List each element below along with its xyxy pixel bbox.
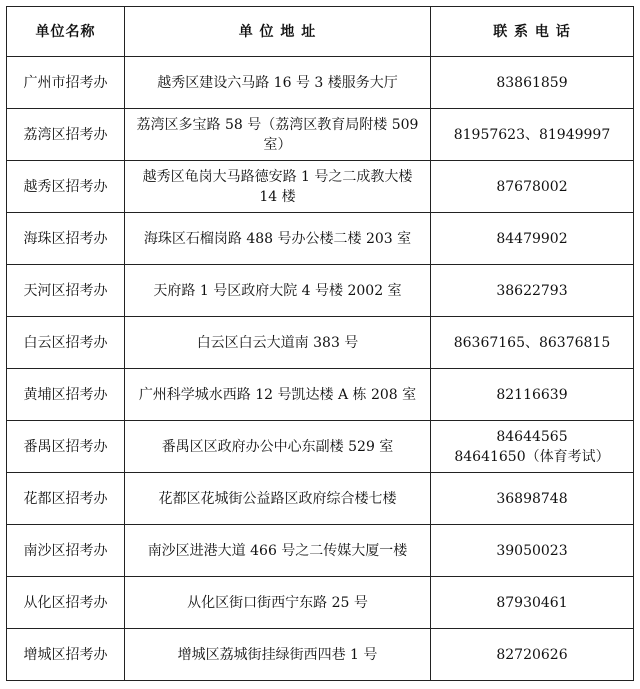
table-row — [7, 161, 634, 213]
table-row — [7, 57, 634, 109]
table-row — [7, 317, 634, 369]
address-cell: 天府路 1 号区政府大院 4 号楼 2002 室 — [125, 265, 431, 317]
contact-table-container — [6, 6, 634, 681]
table-row — [7, 421, 634, 473]
unit-cell: 越秀区招考办 — [7, 161, 125, 213]
table-row — [7, 369, 634, 421]
phone-cell: 36898748 — [431, 473, 634, 525]
phone-cell: 39050023 — [431, 525, 634, 577]
unit-cell: 花都区招考办 — [7, 473, 125, 525]
phone-cell: 87678002 — [431, 161, 634, 213]
table-row — [7, 629, 634, 681]
address-cell: 增城区荔城街挂绿街西四巷 1 号 — [125, 629, 431, 681]
unit-cell: 白云区招考办 — [7, 317, 125, 369]
table-row — [7, 525, 634, 577]
header-address: 单 位 地 址 — [125, 7, 431, 57]
phone-cell — [431, 421, 634, 473]
table-row — [7, 213, 634, 265]
unit-cell: 广州市招考办 — [7, 57, 125, 109]
contact-table — [6, 6, 634, 681]
table-row — [7, 109, 634, 161]
address-cell: 白云区白云大道南 383 号 — [125, 317, 431, 369]
phone-line-2: 84641650（体育考试） — [454, 448, 610, 465]
table-header-row — [7, 7, 634, 57]
phone-cell: 38622793 — [431, 265, 634, 317]
header-unit: 单位名称 — [7, 7, 125, 57]
unit-cell: 南沙区招考办 — [7, 525, 125, 577]
header-phone: 联 系 电 话 — [431, 7, 634, 57]
address-cell: 番禺区区政府办公中心东副楼 529 室 — [125, 421, 431, 473]
unit-cell: 天河区招考办 — [7, 265, 125, 317]
phone-cell: 82116639 — [431, 369, 634, 421]
phone-cell: 82720626 — [431, 629, 634, 681]
address-cell: 南沙区进港大道 466 号之二传媒大厦一楼 — [125, 525, 431, 577]
address-cell: 越秀区龟岗大马路德安路 1 号之二成教大楼 14 楼 — [125, 161, 431, 213]
address-cell: 荔湾区多宝路 58 号（荔湾区教育局附楼 509 室） — [125, 109, 431, 161]
unit-cell: 从化区招考办 — [7, 577, 125, 629]
unit-cell: 增城区招考办 — [7, 629, 125, 681]
phone-cell: 86367165、86376815 — [431, 317, 634, 369]
unit-cell: 海珠区招考办 — [7, 213, 125, 265]
phone-cell: 83861859 — [431, 57, 634, 109]
address-cell: 从化区街口街西宁东路 25 号 — [125, 577, 431, 629]
table-row — [7, 577, 634, 629]
phone-cell: 84479902 — [431, 213, 634, 265]
phone-line-1: 84644565 — [496, 428, 568, 445]
table-row — [7, 265, 634, 317]
unit-cell: 黄埔区招考办 — [7, 369, 125, 421]
address-cell: 广州科学城水西路 12 号凯达楼 A 栋 208 室 — [125, 369, 431, 421]
phone-cell: 87930461 — [431, 577, 634, 629]
unit-cell: 番禺区招考办 — [7, 421, 125, 473]
phone-cell: 81957623、81949997 — [431, 109, 634, 161]
table-row — [7, 473, 634, 525]
address-cell: 越秀区建设六马路 16 号 3 楼服务大厅 — [125, 57, 431, 109]
address-cell: 花都区花城街公益路区政府综合楼七楼 — [125, 473, 431, 525]
address-cell: 海珠区石榴岗路 488 号办公楼二楼 203 室 — [125, 213, 431, 265]
unit-cell: 荔湾区招考办 — [7, 109, 125, 161]
